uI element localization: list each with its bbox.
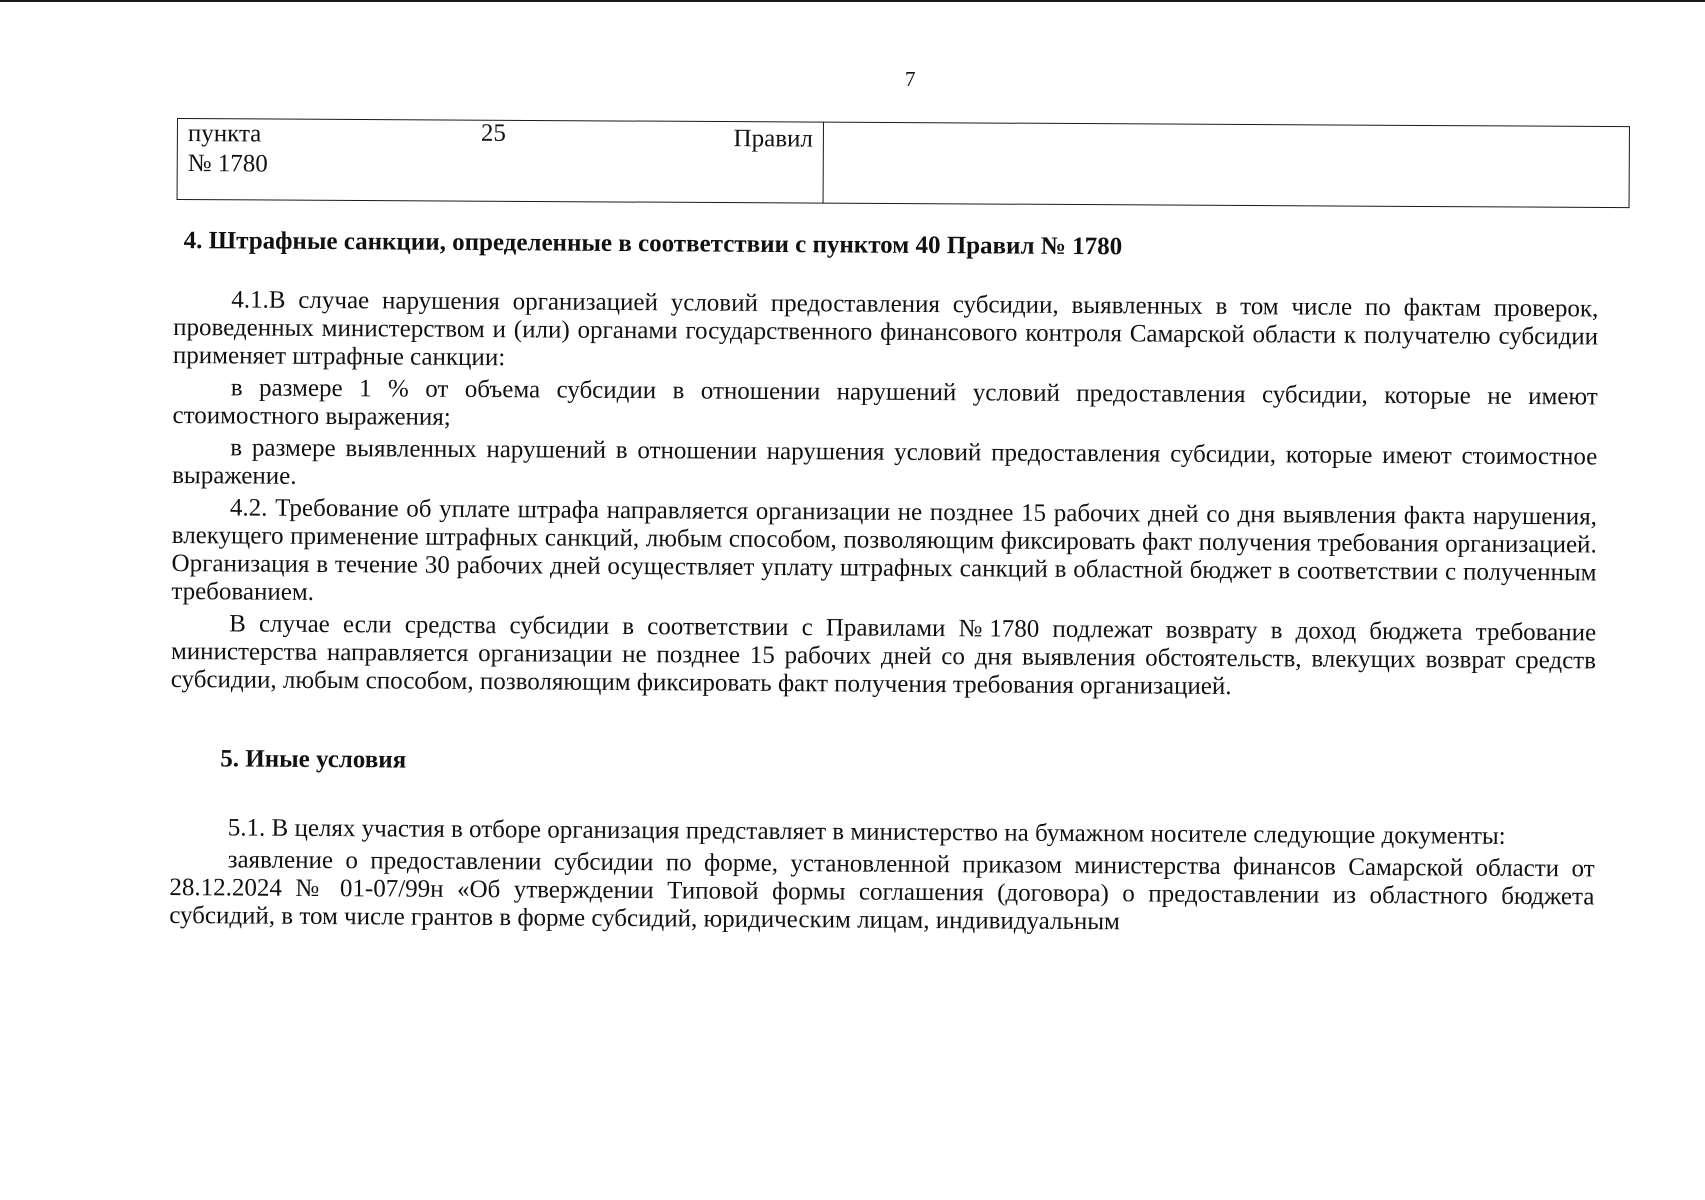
- section-4-heading: 4. Штрафные санкции, определенные в соответствии с пунктом 40 Правил № 1780: [183, 227, 1123, 261]
- section-5-heading: 5. Иные условия: [220, 745, 407, 774]
- cell-text-punkta: пункта: [187, 120, 262, 148]
- section-4-paragraph-2: в размере 1 % от объема субсидии в отношении нарушений условий предоставления субсидии, которые не имеют стоимостного выражения;: [172, 374, 1598, 431]
- section-4-paragraph-5: В случае если средства субсидии в соответствии с Правилами №1780 подлежат возврату в доход бюджета требование министерства направляется организации не позднее 15 рабочих дней со дня выявления обстоятельств, влекущих возврат средств субсидии, любым способом, позволяющим фиксировать факт получения требования организацией.: [170, 610, 1597, 701]
- section-5-paragraph-2: заявление о предоставлении субсидии по форме, установленной приказом министерства финансов Самарской области от 28.12.2024 № 01-07/99н «Об утверждении Типовой формы соглашения (договора) о предоставлении из областного бюджета субсидий, в том числе грантов в форме субсидий, юридическим лицам, индивидуальным: [169, 846, 1595, 936]
- table-row: [177, 119, 1629, 208]
- cell-text-25: 25: [480, 119, 506, 147]
- continuation-table: [177, 118, 1630, 208]
- section-5-paragraph-1: 5.1. В целях участия в отборе организация представляет в министерство на бумажном носителе следующие документы:: [227, 814, 1506, 850]
- page-number: 7: [905, 67, 916, 91]
- cell-text-pravil: Правил: [733, 125, 813, 153]
- section-4-paragraph-1: 4.1.В случае нарушения организацией условий предоставления субсидии, выявленных в том числе по фактам проверок, проведенных министерством и (или) органами государственного финансового контроля Самарской области к получателю субсидии применяет штрафные санкции:: [172, 286, 1599, 372]
- section-4-paragraph-4: 4.2. Требование об уплате штрафа направляется организации не позднее 15 рабочих дней со дня выявления факта нарушения, влекущего применение штрафных санкций, любым способом, позволяющим фиксировать факт получения требования организацией. Организация в течение 30 рабочих дней осуществляет уплату штрафных санкций в областной бюджет в соответствии с полученным требованием.: [171, 494, 1598, 606]
- cell-text-number: № 1780: [187, 150, 268, 178]
- document-body: [169, 200, 1599, 939]
- section-4-paragraph-3: в размере выявленных нарушений в отношении нарушения условий предоставления субсидии, которые имеют стоимостное выражение.: [172, 434, 1598, 490]
- table-cell-left: [177, 119, 823, 204]
- table-cell-right: [823, 122, 1629, 208]
- scan-top-edge: [0, 0, 1705, 2]
